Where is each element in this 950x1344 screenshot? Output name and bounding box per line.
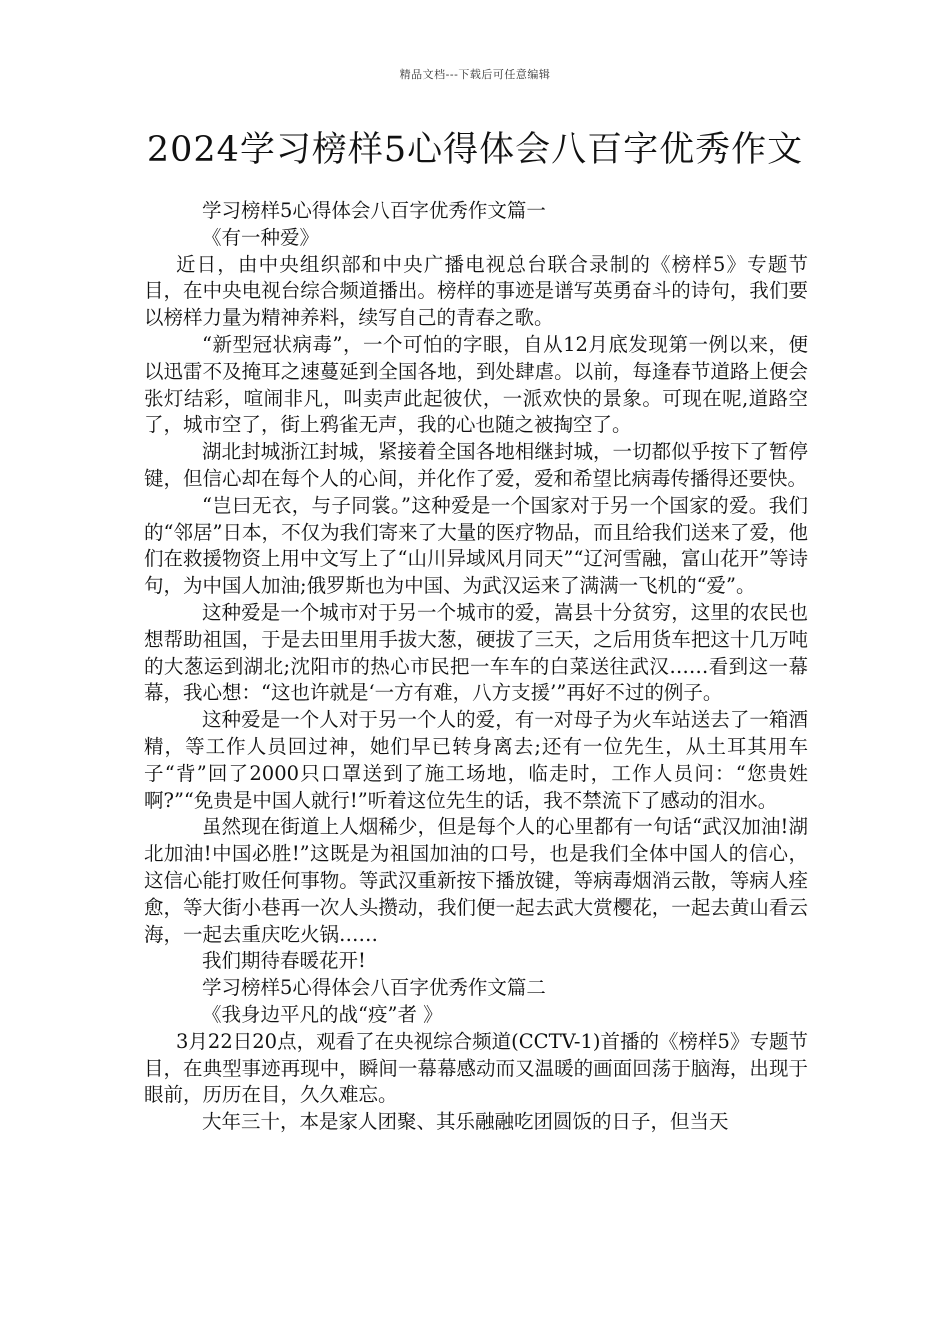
paragraph: 学习榜样5心得体会八百字优秀作文篇二 [202,976,546,1000]
paragraph: 湖北封城浙江封城，紧接着全国各地相继封城，一切都似乎按下了暂停键，但信心却在每个人的心间，并化作了爱，爱和希望比病毒传播得还要快。 [144,440,808,490]
document-body [144,198,808,1136]
paragraph: 《我身边平凡的战“疫”者 》 [202,1002,443,1026]
paragraph: 这种爱是一个人对于另一个人的爱，有一对母子为火车站送去了一箱酒精，等工作人员回过神，她们早已转身离去;还有一位先生，从土耳其用车子“背”回了2000只口罩送到了施工场地，临走时，工作人员问：“您贵姓啊?”“免贵是中国人就行!”听着这位先生的话，我不禁流下了感动的泪水。 [144,708,808,812]
header-note: 精品文档---下载后可任意编辑 [399,68,551,81]
paragraph: 3月22日20点，观看了在央视综合频道(CCTV-1)首播的《榜样5》专题节目，在典型事迹再现中，瞬间一幕幕感动而又温暖的画面回荡于脑海，出现于眼前，历历在目，久久难忘。 [144,1029,808,1107]
paragraph: 这种爱是一个城市对于另一个城市的爱，嵩县十分贫穷，这里的农民也想帮助祖国，于是去田里用手拔大葱，硬拔了三天，之后用货车把这十几万吨的大葱运到湖北;沈阳市的热心市民把一车车的白菜送往武汉……看到这一幕幕，我心想：“这也许就是‘一方有难，八方支援’”再好不过的例子。 [144,600,808,705]
paragraph: 虽然现在街道上人烟稀少，但是每个人的心里都有一句话“武汉加油!湖北加油!中国必胜!”这既是为祖国加油的口号，也是我们全体中国人的信心，这信心能打败任何事物。等武汉重新按下播放键，等病毒烟消云散，等病人痊愈，等大街小巷再一次人头攒动，我们便一起去武大赏樱花，一起去黄山看云海，一起去重庆吃火锅…… [144,815,808,946]
paragraph: “岂曰无衣，与子同裳。”这种爱是一个国家对于另一个国家的爱。我们的“邻居”日本，不仅为我们寄来了大量的医疗物品，而且给我们送来了爱，他们在救援物资上用中文写上了“山川异域风月同天”“辽河雪融，富山花开”等诗句，为中国人加油;俄罗斯也为中国、为武汉运来了满满一飞机的“爱”。 [144,493,808,598]
paragraph: “新型冠状病毒”，一个可怕的字眼，自从12月底发现第一例以来，便以迅雷不及掩耳之速蔓延到全国各地，到处肆虐。以前，每逢春节道路上便会张灯结彩，喧闹非凡，叫卖声此起彼伏，一派欢快的景象。可现在呢,道路空了，城市空了，街上鸦雀无声，我的心也随之被掏空了。 [144,332,808,437]
paragraph: 我们期待春暖花开! [202,949,366,973]
paragraph: 大年三十，本是家人团聚、其乐融融吃团圆饭的日子，但当天 [202,1110,729,1134]
paragraph: 近日，由中央组织部和中央广播电视总台联合录制的《榜样5》专题节目，在中央电视台综合频道播出。榜样的事迹是谱写英勇奋斗的诗句，我们要以榜样力量为精神养料，续写自己的青春之歌。 [144,252,808,330]
document-title: 2024学习榜样5心得体会八百字优秀作文 [146,130,804,170]
paragraph: 《有一种爱》 [202,225,320,249]
paragraph: 学习榜样5心得体会八百字优秀作文篇一 [202,199,546,222]
